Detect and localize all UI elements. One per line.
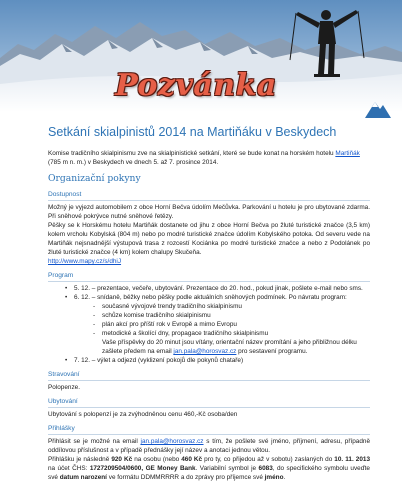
program-label: Program: [48, 271, 370, 282]
payment-text: Přihlášku je následně 920 Kč na osobu (nebo 460 Kč pro ty, co přijedou až v sobotu) zaslaných do 10. 11. 2013 na účet ČHS: 1727209504/0600, GE Money Bank. Variabilní symbol je 6083, do specifického symbolu uveďte své datum narození ve formátu DDMMRRRR a do zprávy pro příjemce své jméno.: [48, 456, 371, 481]
organization-heading: Organizační pokyny: [48, 173, 141, 184]
invitation-title: Pozvánka: [115, 68, 277, 103]
program-note: [74, 338, 370, 356]
document-body: [48, 124, 370, 482]
map-link[interactable]: http://www.mapy.cz/s/dhiJ: [48, 258, 122, 265]
program-day-2-text: 6. 12. – snídaně, běžky nebo pěšky podle aktuálních sněhových podmínek. Po návratu program:: [74, 294, 347, 301]
program-topic: - současné vývojové trendy tradičního skialpinismu: [102, 302, 370, 311]
page-title: Setkání skialpinistů 2014 na Martiňáku v Beskydech: [48, 125, 337, 139]
martinak-link[interactable]: Martiňák: [335, 150, 360, 157]
accommodation-text: Ubytování s polopenzí je za zvýhodněnou cenu 460,-Kč osoba/den: [48, 411, 238, 418]
program-topic: - metodické a školící dny, propagace tradičního skialpinismu: [102, 329, 370, 338]
program-note-text: Vaše příspěvky do 20 minut jsou vítány, orientační název promítání a jeho přibližnou délku zašlete předem na email: [102, 339, 357, 355]
program-topics: [74, 302, 370, 338]
program-note-end: pro sestavení programu.: [236, 348, 308, 355]
meals-label: Stravování: [48, 370, 370, 381]
registration-email-link[interactable]: jan.pala@horosvaz.cz: [140, 438, 204, 445]
program-topic: - schůze komise tradičního skialpinismu: [102, 311, 370, 320]
registration-text: Přihlásit se je možné na email jan.pala@horosvaz.cz s tím, že pošlete své jméno, příjmení, adresu, případně oddílovou příslušnost a v případě přednášky její název a anotaci jednou větou.: [48, 438, 371, 454]
access-text: Možný je vyjezd automobilem z obce Horní Bečva údolím Mečůvka. Parkování u hotelu je pro ubytované zdarma. Při sněhové pokrývce nutné sněhové řetězy.: [48, 204, 370, 220]
intro-text: Komise tradičního skialpinismu zve na skialpinistické setkání, které se bude konat na horském hotelu: [48, 150, 336, 157]
program-email-link[interactable]: jan.pala@horosvaz.cz: [173, 348, 237, 355]
intro-paragraph: [48, 149, 370, 167]
accommodation-label: Ubytování: [48, 397, 370, 408]
organization-logo-icon: [364, 98, 392, 120]
program-day-1: • 5. 12. – prezentace, večeře, ubytování. Prezentace do 20. hod., pokud jinak, pošlete e-mail nebo sms.: [74, 284, 370, 293]
registration-label: Přihlášky: [48, 424, 370, 435]
program-day-3: • 7. 12. – výlet a odjezd (vyklizení pokojů dle pokynů chataře): [74, 356, 370, 365]
meals-text: Polopenze.: [48, 384, 80, 391]
header-banner: [0, 0, 402, 112]
intro-text-end: (785 m n. m.) v Beskydech ve dnech 5. až 7. prosince 2014.: [48, 159, 219, 166]
program-topic: - plán akcí pro příští rok v Evropě a mimo Evropu: [102, 320, 370, 329]
program-day-2: [74, 293, 370, 356]
access-label: Dostupnost: [48, 190, 370, 201]
access-hiking-text: Pěšky se k Horskému hotelu Martiňák dostanete od jihu z obce Horní Bečva po žluté turistické značce (3,5 km) kolem vrcholu Kobylská (804 m) nebo po modré turistické značce údolím Kobylského potoka. Od severu vede na Martiňák nejsnadnější výstupová trasa z rozcestí Kociánka po modré turistické značce a nebo z Podolánek po žluté turistické značce (4 km) kolem chalupy Skučeňa.: [48, 222, 370, 256]
program-list: [48, 284, 370, 365]
